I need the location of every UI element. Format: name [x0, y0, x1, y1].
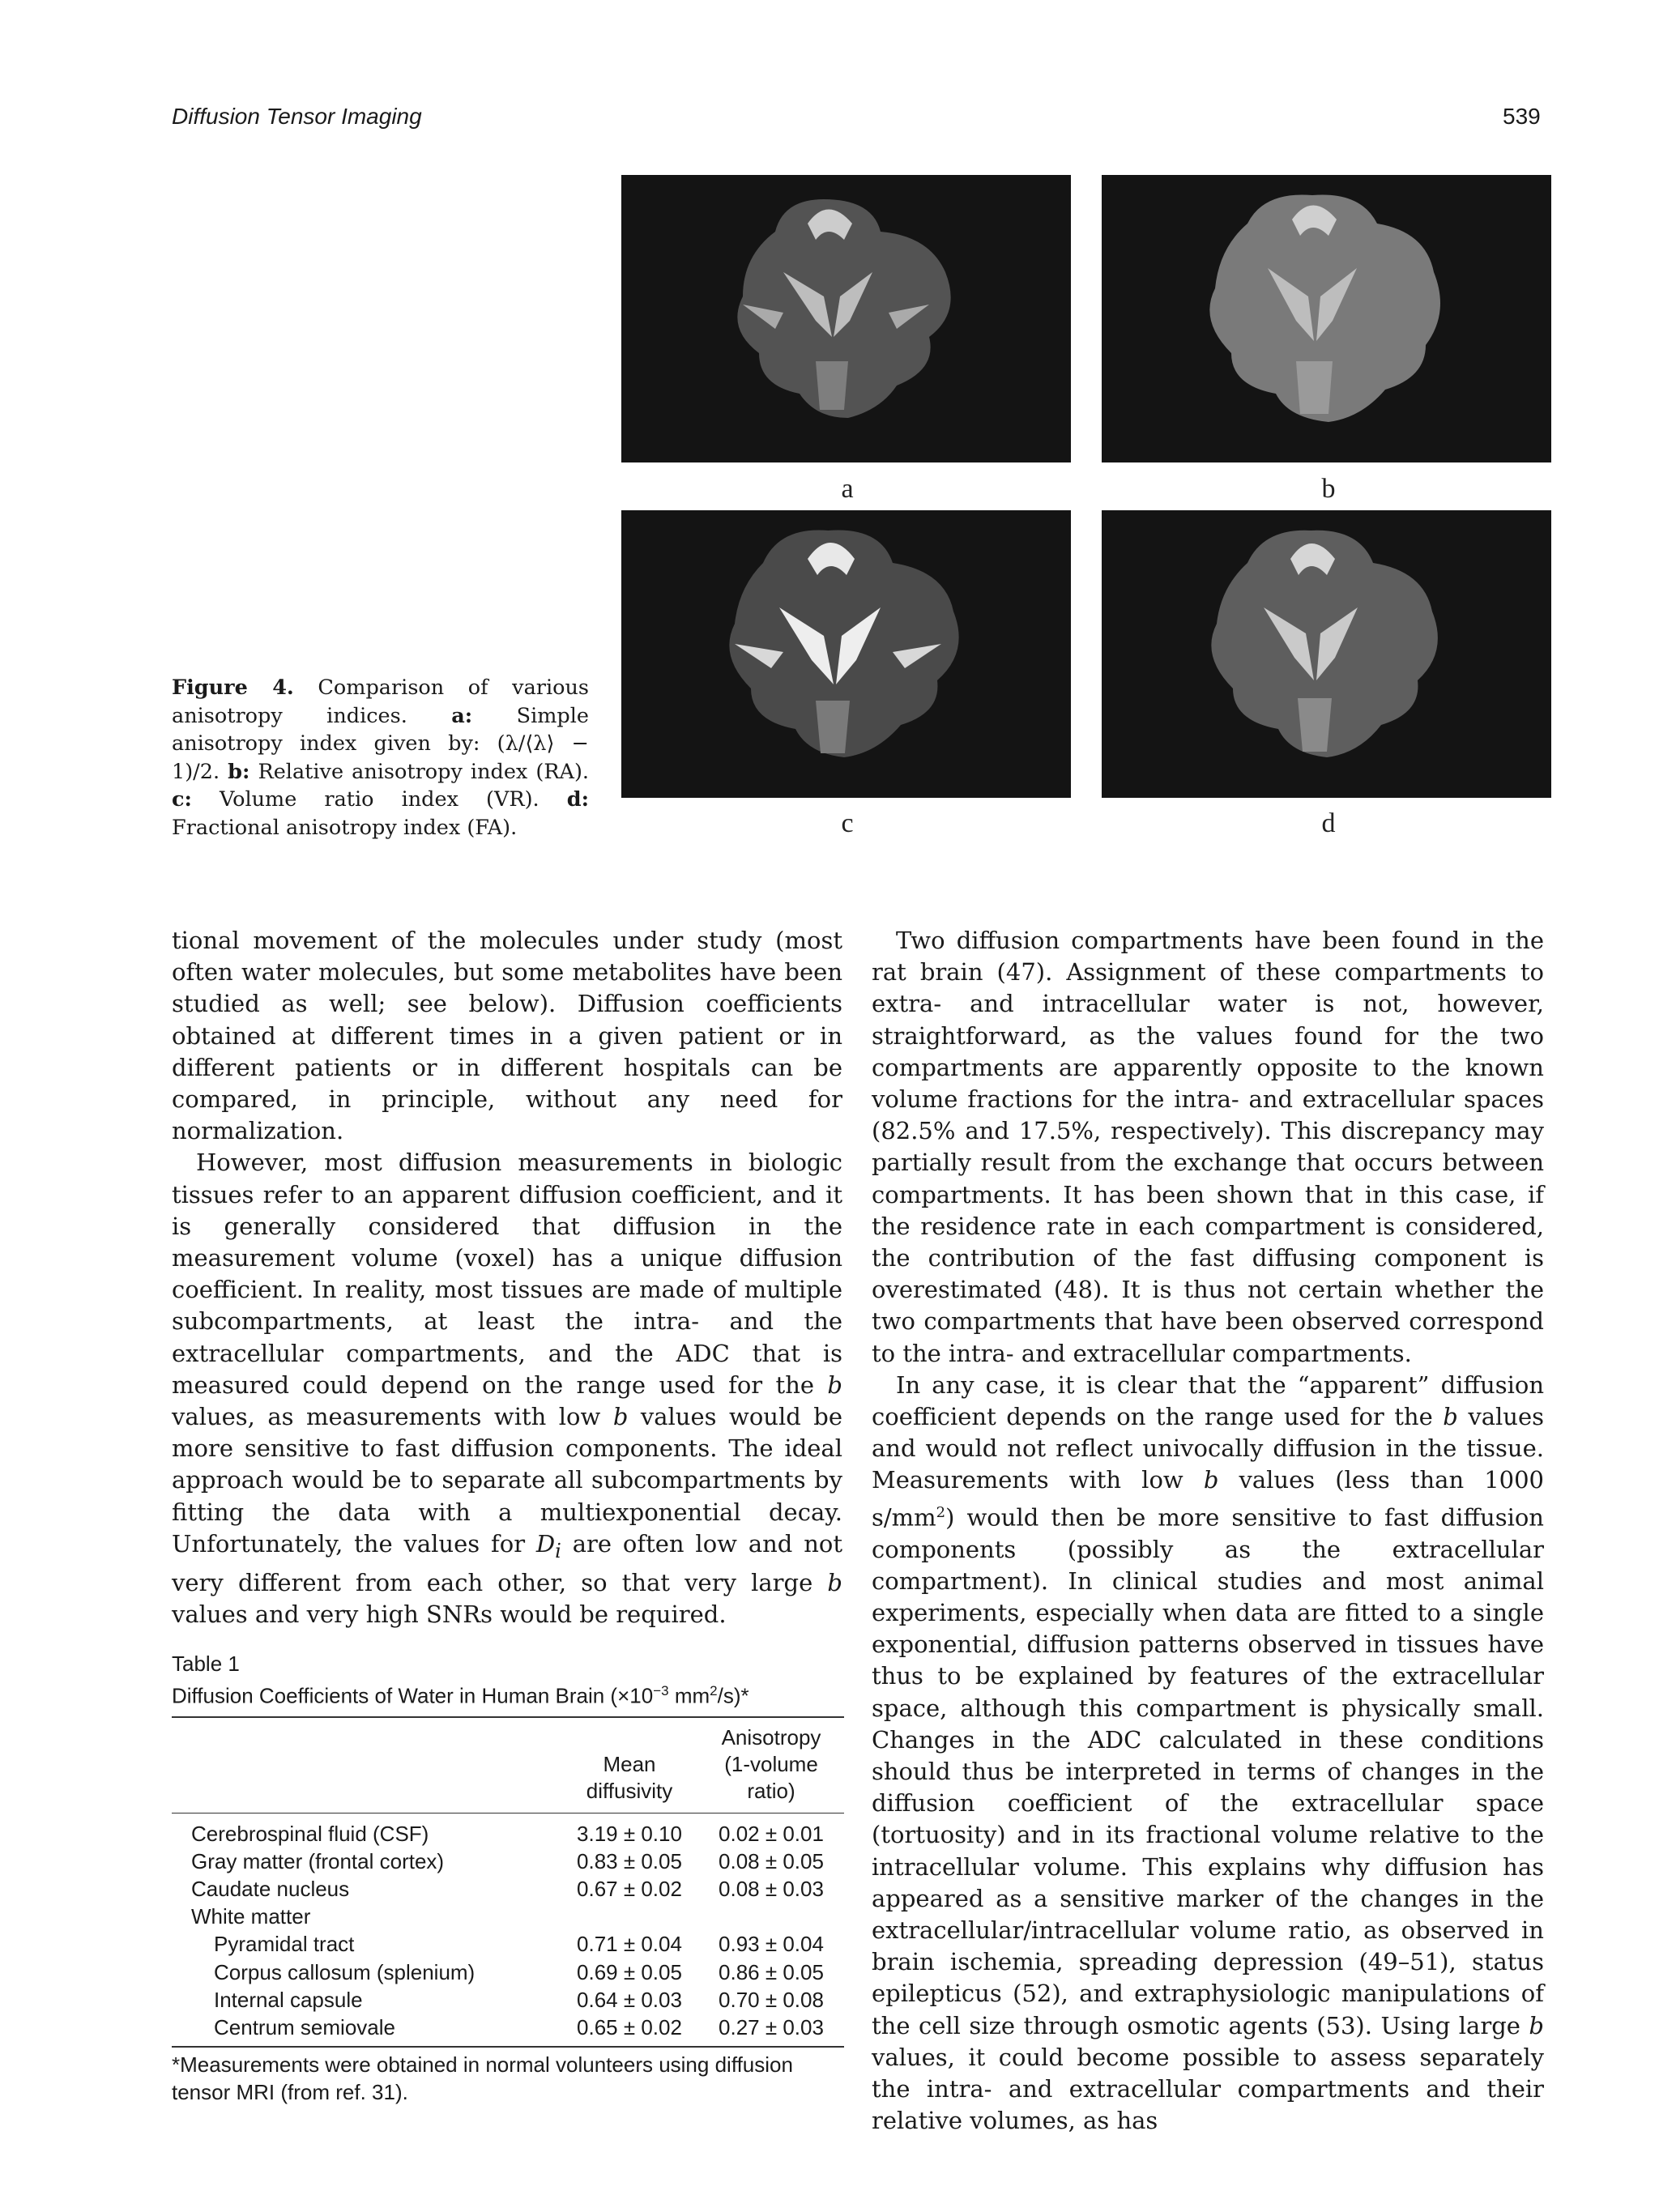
caption-text-d: Fractional anisotropy index (FA).	[172, 815, 518, 840]
row-mean: 0.69 ± 0.05	[577, 1959, 682, 1984]
table-row	[172, 1986, 844, 2014]
panel-label-c: c	[841, 808, 854, 838]
caption-key-c: c:	[172, 787, 192, 812]
table-row	[172, 1875, 844, 1903]
brain-image-a	[621, 175, 1071, 462]
panel-label-a: a	[841, 474, 854, 504]
table-title-exp2: 2	[710, 1683, 718, 1698]
header-mean-diffusivity	[561, 1718, 698, 1813]
header-mean-line1: Mean	[603, 1751, 656, 1776]
row-mean: 0.64 ± 0.03	[577, 1987, 682, 2012]
figure-caption	[172, 674, 589, 842]
brain-image-d	[1102, 510, 1551, 798]
b-italic: b	[827, 1370, 842, 1399]
table-row	[172, 1930, 844, 1958]
running-title: Diffusion Tensor Imaging	[172, 104, 422, 129]
brain-image-c	[621, 510, 1071, 798]
row-label: Cerebrospinal fluid (CSF)	[191, 1821, 429, 1846]
row-aniso	[698, 1903, 844, 1930]
table-bottom-rule	[172, 2046, 844, 2048]
b-italic: b	[612, 1403, 629, 1431]
right-p2-part-b: values and would not reflect univocally diffusion in the tissue. Measurements with low	[872, 1403, 1545, 1494]
header-aniso-line3: ratio)	[747, 1778, 795, 1803]
row-aniso: 0.93 ± 0.04	[719, 1932, 824, 1957]
row-label: White matter	[191, 1904, 311, 1929]
row-aniso: 0.70 ± 0.08	[719, 1987, 824, 2012]
row-mean: 0.83 ± 0.05	[577, 1848, 682, 1873]
left-p2-part-e: values and very high SNRs would be required.	[172, 1600, 727, 1629]
figure-panel-b	[1102, 175, 1551, 462]
table-footnote: *Measurements were obtained in normal volunteers using diffusion tensor MRI (from ref. 31).	[172, 2052, 793, 2105]
left-p2-part-d: are often low and not very different from each other, so that very large	[172, 1529, 842, 1596]
row-aniso: 0.86 ± 0.05	[719, 1959, 824, 1984]
caption-key-d: d:	[566, 787, 589, 812]
table-title-pre: Diffusion Coefficients of Water in Human Brain (×10	[172, 1683, 654, 1708]
brain-image-b	[1102, 175, 1551, 462]
right-p2-part-c: values (less than 1000 s/mm	[872, 1466, 1544, 1532]
d-subscript: i	[555, 1539, 561, 1562]
table-header-row	[172, 1718, 844, 1813]
table-title-mid: mm	[668, 1683, 710, 1708]
row-mean: 0.71 ± 0.04	[577, 1932, 682, 1957]
figure-panel-d	[1102, 510, 1551, 798]
row-label: Gray matter (frontal cortex)	[191, 1848, 445, 1873]
left-p2-part-c: values would be more sensitive to fast diffusion components. The ideal approach would be to separate all subcompartments by fitting the data with a multiexponential decay. Unfortunately, the values for	[172, 1403, 842, 1558]
b-italic: b	[1203, 1466, 1219, 1494]
table-row	[172, 1848, 844, 1875]
table-number: Table 1	[172, 1652, 240, 1676]
table-title-post: /s)*	[717, 1683, 749, 1708]
table-row	[172, 1958, 844, 1986]
header-mean-line2: diffusivity	[586, 1778, 673, 1803]
table-title	[172, 1677, 844, 1710]
right-paragraph-2	[872, 1370, 1544, 2137]
page-number: 539	[1503, 104, 1541, 129]
figure-panel-c	[621, 510, 1071, 798]
right-column-text	[872, 925, 1544, 2137]
table-row	[172, 1903, 844, 1930]
b-italic: b	[1529, 2011, 1544, 2039]
right-p2-part-a: In any case, it is clear that the “apparent” diffusion coefficient depends on the range used for the	[872, 1370, 1544, 1431]
left-column-text	[172, 925, 842, 1630]
row-mean: 0.67 ± 0.02	[577, 1877, 682, 1902]
table-title-exp: −3	[653, 1683, 669, 1698]
caption-text-a: Simple anisotropy index given by: (λ/⟨λ⟩ − 1)/2.	[172, 703, 590, 784]
figure-caption-label: Figure 4.	[172, 676, 294, 700]
superscript-2: 2	[936, 1503, 946, 1521]
left-p2-part-a: However, most diffusion measurements in biologic tissues refer to an apparent diffusion coefficient, and it is generally considered that diffusion in the measurement volume (voxel) has a unique diffusion coefficient. In reality, most tissues are made of multiple subcompartments, at least the intra- and the extracellular compartments, and the ADC that is measured could depend on the range used for the	[172, 1149, 842, 1399]
row-aniso: 0.08 ± 0.05	[719, 1848, 824, 1873]
diffusion-table	[172, 1718, 844, 2042]
table-1	[172, 1650, 844, 2106]
row-label: Internal capsule	[214, 1987, 363, 2012]
caption-intro: Comparison of various anisotropy indices.	[172, 676, 589, 728]
panel-label-b: b	[1321, 474, 1336, 504]
row-mean: 3.19 ± 0.10	[577, 1821, 682, 1846]
header-aniso-line1: Anisotropy	[721, 1724, 821, 1750]
header-aniso-line2: (1-volume	[724, 1751, 818, 1776]
left-p2-part-b: values, as measurements with low	[172, 1403, 613, 1431]
header-empty	[172, 1718, 561, 1813]
caption-text-c: Volume ratio index (VR).	[191, 787, 567, 812]
d-italic: D	[535, 1529, 556, 1558]
left-paragraph-2	[172, 1147, 842, 1630]
row-label: Pyramidal tract	[214, 1932, 355, 1957]
row-label: Centrum semiovale	[214, 2015, 395, 2040]
b-italic: b	[1443, 1403, 1458, 1431]
row-aniso: 0.02 ± 0.01	[719, 1821, 824, 1846]
table-row	[172, 1820, 844, 1848]
header-anisotropy	[698, 1718, 844, 1813]
b-italic: b	[827, 1568, 842, 1596]
panel-label-d: d	[1321, 808, 1336, 838]
caption-key-b: b:	[228, 759, 250, 784]
table-row	[172, 2014, 844, 2041]
row-mean: 0.65 ± 0.02	[577, 2015, 682, 2040]
left-paragraph-1: tional movement of the molecules under study (most often water molecules, but some metabolites have been studied as well; see below). Diffusion coefficients obtained at different times in a given patient or in different patients or in different hospitals can be compared, in principle, without any need for normalization.	[172, 927, 842, 1145]
right-p2-part-d: ) would then be more sensitive to fast diffusion components (possibly as the extracellular compartment). In clinical studies and most animal experiments, especially when data are fitted to a single exponential, diffusion patterns observed in tissues have thus to be explained by features of the extracellular space, although this compartment is physically small. Changes in the ADC calculated in these conditions should thus be interpreted in terms of changes in the diffusion coefficient of the extracellular space (tortuosity) and in its fractional volume relative to the intracellular volume. This explains why diffusion has appeared as a sensitive marker of the changes in the extracellular/intracellular volume ratio, as observed in brain ischemia, spreading depression (49–51), status epilepticus (52), and extraphysiologic manipulations of the cell size through osmotic agents (53). Using large	[872, 1503, 1544, 2039]
caption-text-b: Relative anisotropy index (RA).	[249, 759, 589, 784]
caption-key-a: a:	[451, 703, 473, 728]
right-paragraph-1: Two diffusion compartments have been found in the rat brain (47). Assignment of these compartments to extra- and intracellular water is not, however, straightforward, as the values found for the two compartments are apparently opposite to the known volume fractions for the intra- and extracellular spaces (82.5% and 17.5%, respectively). This discrepancy may partially result from the exchange that occurs between compartments. It has been shown that in this case, if the residence rate in each compartment is considered, the contribution of the fast diffusing component is overestimated (48). It is thus not certain whether the two compartments that have been observed correspond to the intra- and extracellular compartments.	[872, 927, 1544, 1367]
row-aniso: 0.08 ± 0.03	[719, 1877, 824, 1902]
row-label: Caudate nucleus	[191, 1877, 350, 1902]
right-p2-part-e: values, it could become possible to assess separately the intra- and extracellular compartments and their relative volumes, as has	[872, 2043, 1544, 2135]
figure-panel-a	[621, 175, 1071, 462]
row-mean	[561, 1903, 698, 1930]
row-label: Corpus callosum (splenium)	[214, 1959, 476, 1984]
row-aniso: 0.27 ± 0.03	[719, 2015, 824, 2040]
